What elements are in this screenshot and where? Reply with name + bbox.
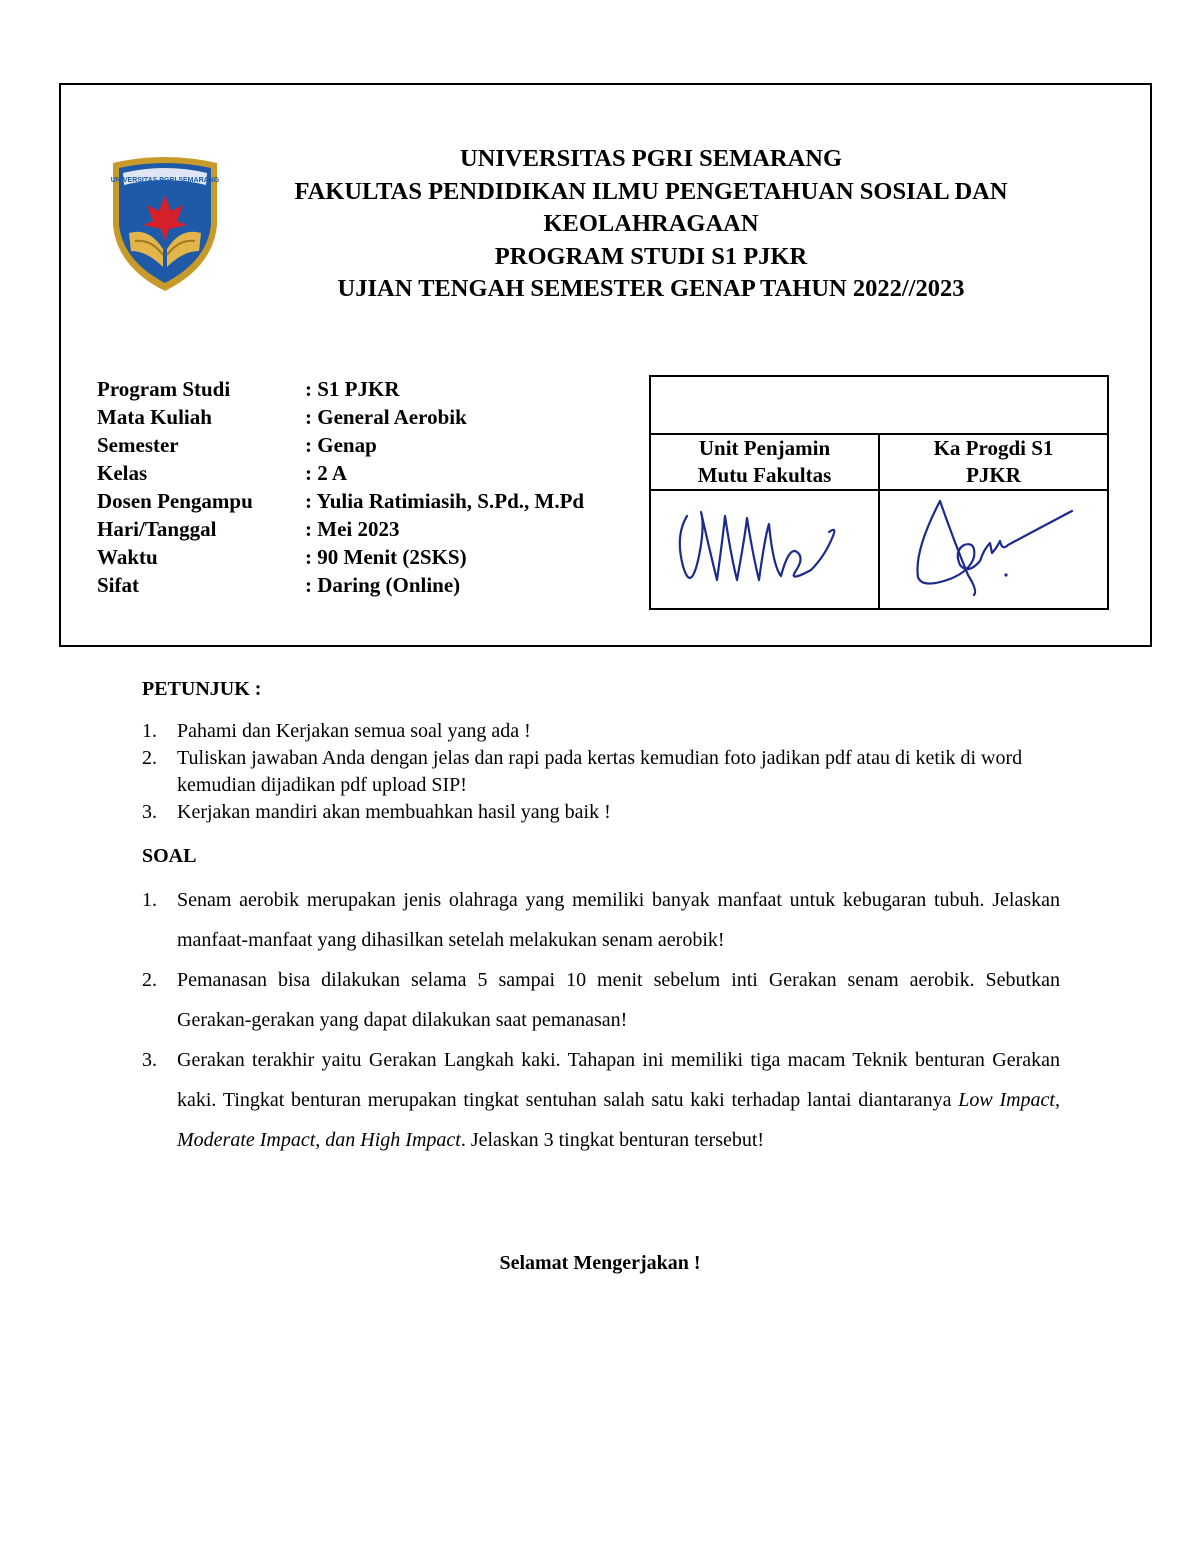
directions-list — [142, 718, 1060, 826]
exam-header-box: UNIVERSITAS PGRI SEMARANG UNIVERSITAS PGRI SEMARANG FAKULTAS PENDIDIKAN ILMU PENGETAHUAN SOSIAL DAN KEOLAHRAGAAN PROGRAM STUDI S1 PJKR UJIAN TENGAH SEMESTER GENAP TAHUN 2022//2023 Program Studi : S1 PJKR Mata Kuliah : General Aerobik Semester : Genap Kelas : 2 A Dosen Pengampu : Yulia Ratimiasih, S.Pd., M.Pd Hari/Tanggal : Mei 2023 Waktu : 90 Menit (2SKS) Sifat : Daring (Online) Unit Penjamin Mutu Fakultas Ka Progdi S1 PJKR — [59, 83, 1152, 647]
university-logo — [109, 155, 221, 295]
question-item: 1. Senam aerobik merupakan jenis olahraga yang memiliki banyak manfaat untuk kebugaran tubuh. Jelaskan manfaat-manfaat yang dihasilkan setelah melakukan senam aerobik! — [142, 889, 1060, 951]
directions-heading: PETUNJUK : — [142, 678, 262, 700]
approval-table-blank-row — [650, 376, 1108, 434]
title-line: UJIAN TENGAH SEMESTER GENAP TAHUN 2022//2023 — [337, 275, 965, 302]
svg-text:UNIVERSITAS PGRI SEMARANG: UNIVERSITAS PGRI SEMARANG — [110, 177, 220, 184]
list-item: 3. Kerjakan mandiri akan membuahkan hasil yang baik ! — [142, 801, 611, 823]
questions-heading: SOAL — [142, 845, 197, 867]
title-line: KEOLAHRAGAAN — [543, 210, 759, 237]
signature-unit — [665, 496, 865, 596]
list-item: 1. Pahami dan Kerjakan semua soal yang ada ! — [142, 720, 531, 742]
questions-list — [142, 880, 1060, 1160]
title-line: FAKULTAS PENDIDIKAN ILMU PENGETAHUAN SOSIAL DAN — [294, 177, 1008, 205]
question-item: 2. Pemanasan bisa dilakukan selama 5 sampai 10 menit sebelum inti Gerakan senam aerobik. Sebutkan Gerakan-gerakan yang dapat dilakukan saat pemanasan! — [142, 969, 1060, 1031]
title-line: UNIVERSITAS PGRI SEMARANG — [459, 145, 843, 172]
approval-label-kaprogdi: Ka Progdi S1 PJKR — [879, 434, 1108, 490]
signature-kaprogdi — [894, 491, 1094, 601]
approval-table — [649, 375, 1109, 610]
title-line: PROGRAM STUDI S1 PJKR — [494, 242, 808, 270]
list-item: 2. Tuliskan jawaban Anda dengan jelas dan rapi pada kertas kemudian foto jadikan pdf atau di ketik di word kemudian dijadikan pdf upload SIP! — [142, 747, 1023, 796]
approval-label-unit: Unit Penjamin Mutu Fakultas — [650, 434, 879, 490]
question-item: 3. Gerakan terakhir yaitu Gerakan Langkah kaki. Tahapan ini memiliki tiga macam Teknik benturan Gerakan kaki. Tingkat benturan merupakan tingkat sentuhan salah satu kaki terhadap lantai diantaranya Low Impact, Moderate Impact, dan High Impact. Jelaskan 3 tingkat benturan tersebut! — [142, 1049, 1060, 1151]
signature-unit-cell — [650, 490, 879, 609]
signature-kaprogdi-cell — [879, 490, 1108, 609]
closing-text: Selamat Mengerjakan ! — [499, 1252, 701, 1274]
exam-title-block — [231, 143, 1071, 306]
